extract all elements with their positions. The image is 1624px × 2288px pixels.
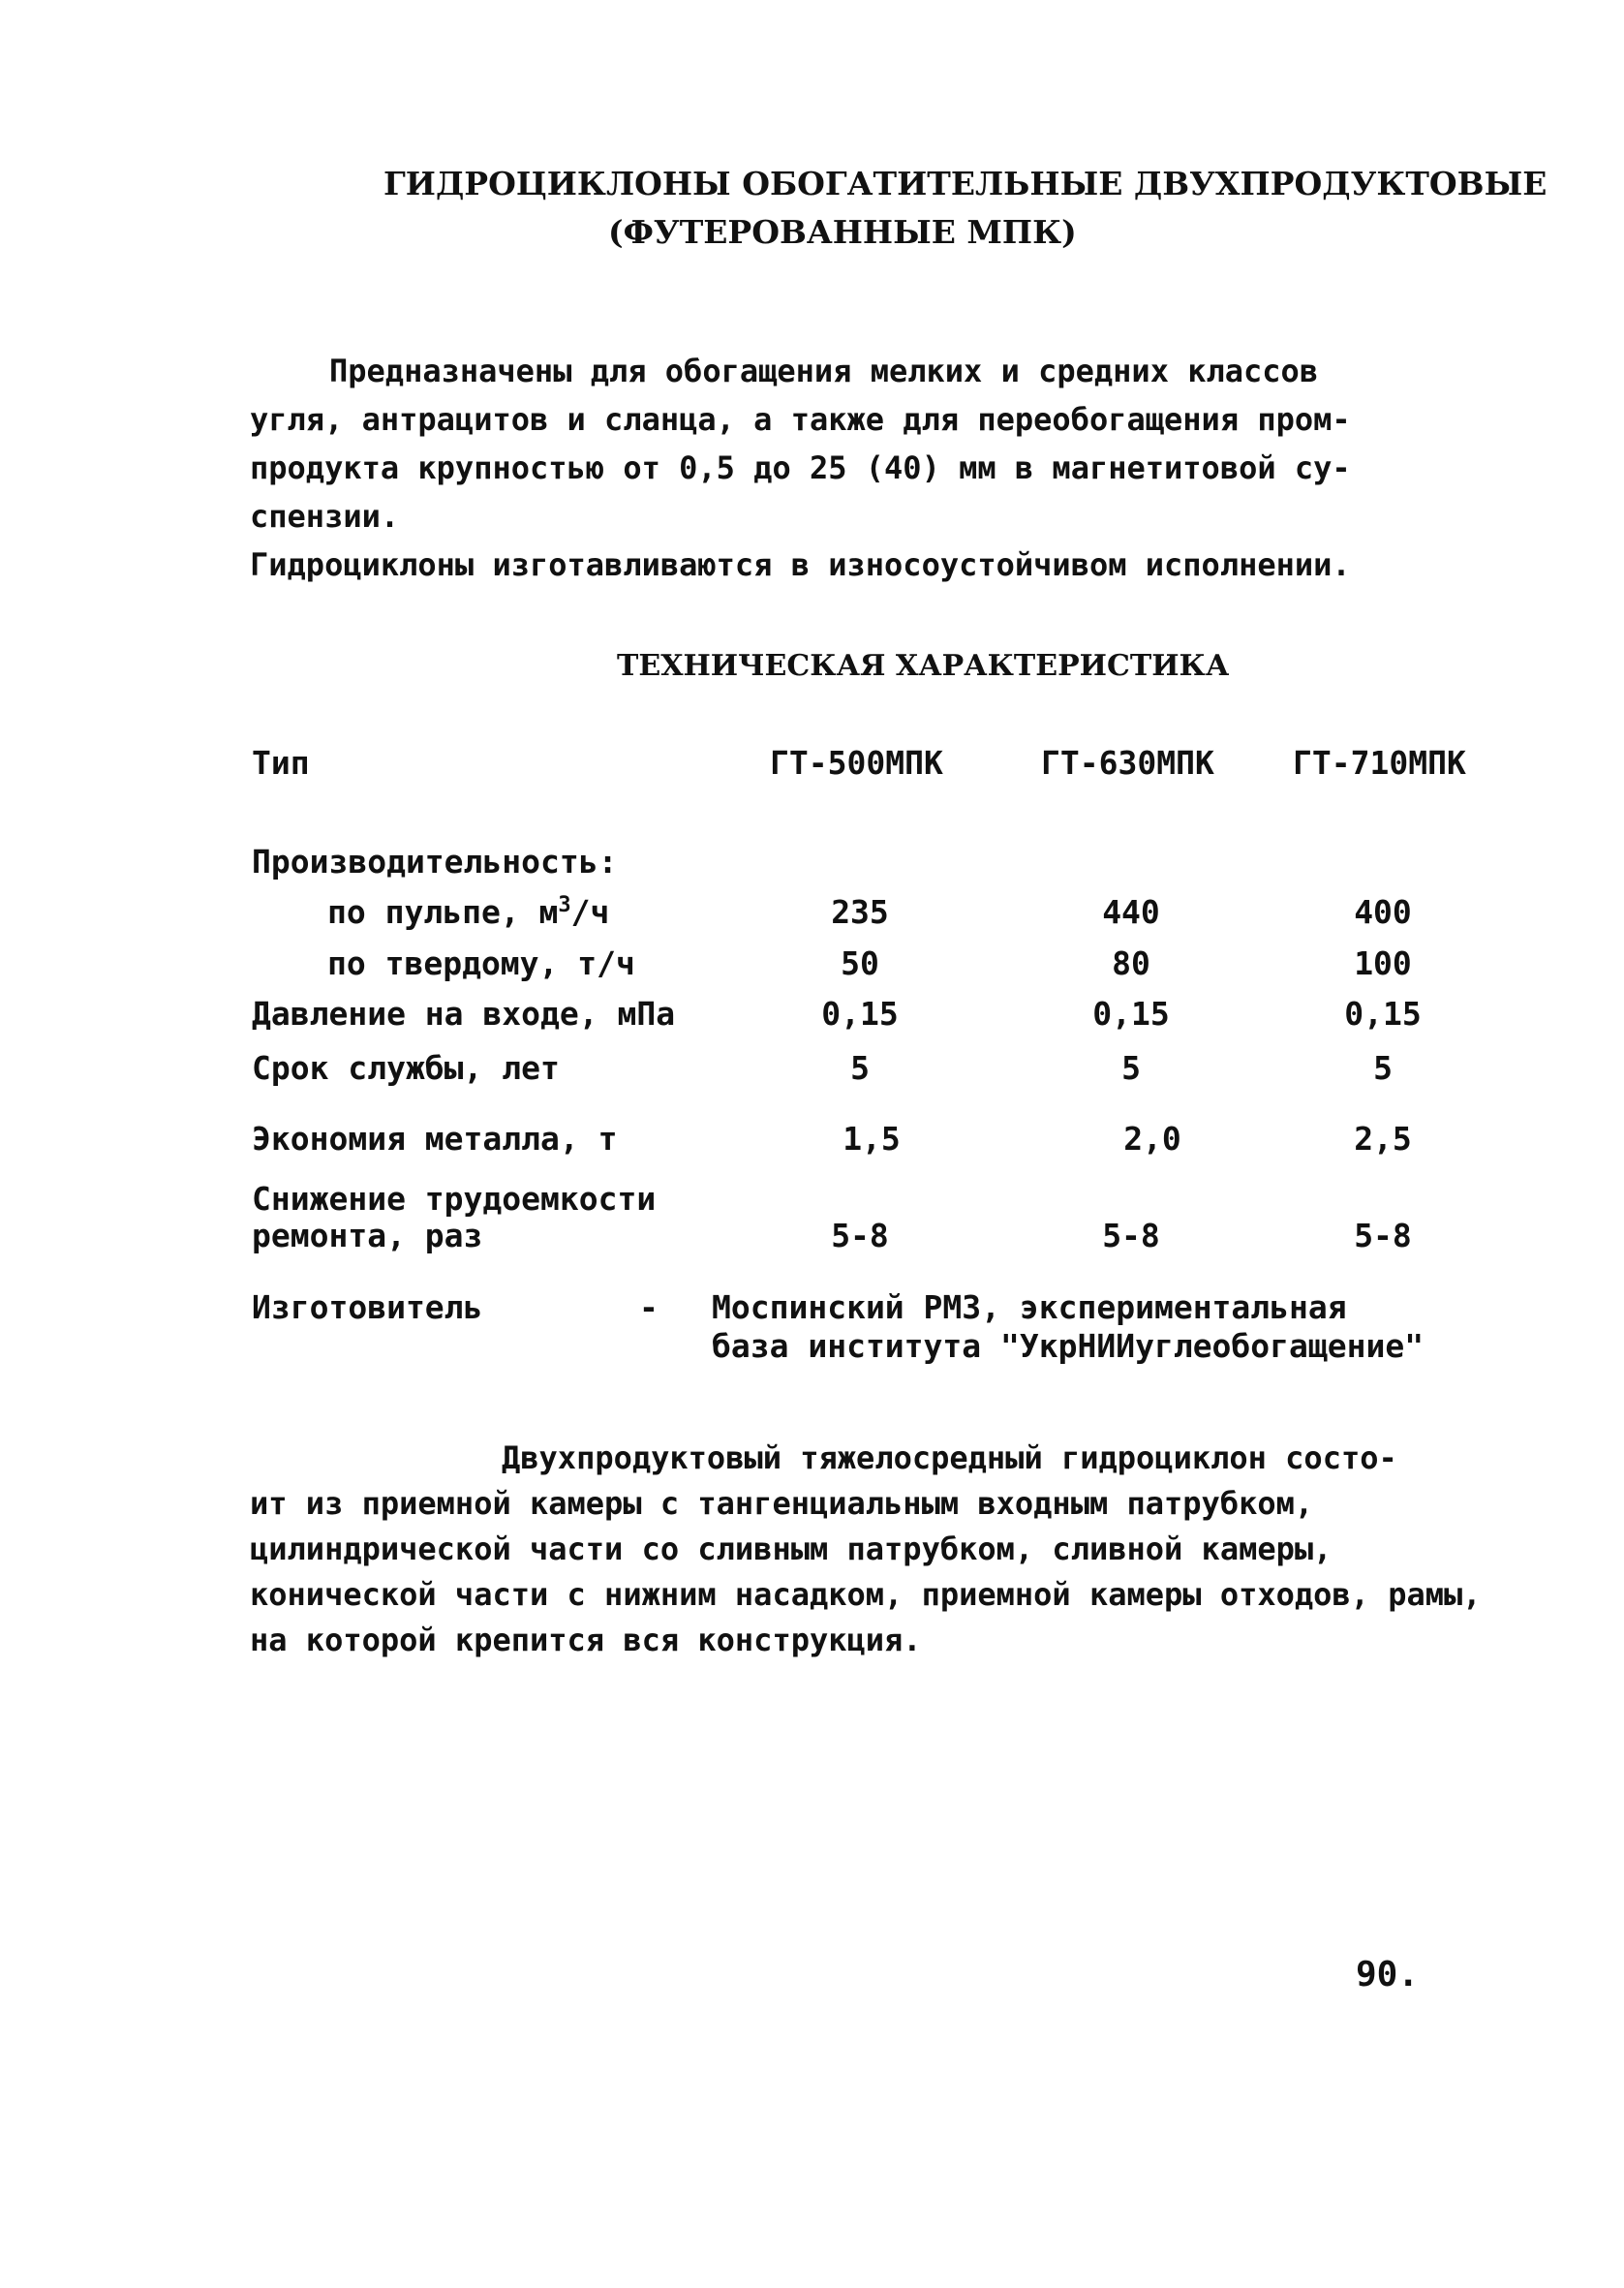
title-line-1: ГИДРОЦИКЛОНЫ ОБОГАТИТЕЛЬНЫЕ ДВУХПРОДУКТОВЫЕ: [383, 165, 1547, 202]
row-solid-value-3: 100: [1354, 944, 1412, 982]
row-service-life-value-2: 5: [1121, 1049, 1141, 1087]
model-2: ГТ-630МПК: [1041, 744, 1214, 782]
row-service-life-label: Срок службы, лет: [252, 1049, 560, 1087]
row-solid-label: по твердому, т/ч: [327, 944, 635, 982]
intro-line-3: продукта крупностью от 0,5 до 25 (40) мм в магнетитовой су-: [250, 449, 1351, 486]
row-labor-value-2: 5-8: [1102, 1217, 1160, 1254]
row-labor-value-1: 5-8: [831, 1217, 889, 1254]
row-pressure-label: Давление на входе, мПа: [252, 995, 676, 1033]
description-line-5: на которой крепится вся конструкция.: [250, 1622, 922, 1658]
row-service-life-value-3: 5: [1373, 1049, 1393, 1087]
intro-line-2: угля, антрацитов и сланца, а также для переобогащения пром-: [250, 401, 1351, 438]
type-label: Тип: [252, 744, 310, 782]
title-line-2: (ФУТЕРОВАННЫЕ МПК): [608, 213, 1077, 251]
description-line-4: конической части с нижним насадком, приемной камеры отходов, рамы,: [250, 1576, 1482, 1613]
description-line-2: ит из приемной камеры с тангенциальным входным патрубком,: [250, 1485, 1314, 1522]
row-service-life-value-1: 5: [850, 1049, 870, 1087]
row-pressure-value-1: 0,15: [821, 995, 899, 1033]
row-metal-saving-label: Экономия металла, т: [252, 1120, 618, 1158]
description-line-3: цилиндрической части со сливным патрубком, сливной камеры,: [250, 1530, 1333, 1567]
description-line-1: Двухпродуктовый тяжелосредный гидроциклон состо-: [502, 1439, 1397, 1476]
row-labor-value-3: 5-8: [1354, 1217, 1412, 1254]
intro-line-5: Гидроциклоны изготавливаются в износоустойчивом исполнении.: [250, 546, 1351, 583]
row-pulp-value-3: 400: [1354, 893, 1412, 931]
row-pulp-label-suffix: /ч: [570, 893, 610, 931]
manufacturer-line-2: база института "УкрНИИуглеобогащение": [712, 1327, 1425, 1365]
manufacturer-line-1: Моспинский РМЗ, экспериментальная: [712, 1288, 1347, 1326]
row-pulp-label-sup: 3: [558, 893, 571, 917]
row-metal-saving-value-1: 1,5: [843, 1120, 901, 1158]
row-pressure-value-3: 0,15: [1344, 995, 1422, 1033]
manufacturer-dash: -: [639, 1288, 659, 1326]
model-3: ГТ-710МПК: [1293, 744, 1466, 782]
row-pulp-value-2: 440: [1102, 893, 1160, 931]
intro-line-1: Предназначены для обогащения мелких и средних классов: [329, 353, 1319, 389]
row-metal-saving-value-2: 2,0: [1123, 1120, 1181, 1158]
row-labor-label-2: ремонта, раз: [252, 1217, 483, 1254]
row-pulp-value-1: 235: [831, 893, 889, 931]
productivity-label: Производительность:: [252, 843, 618, 881]
row-solid-value-2: 80: [1112, 944, 1150, 982]
spec-heading: ТЕХНИЧЕСКАЯ ХАРАКТЕРИСТИКА: [617, 649, 1230, 683]
model-1: ГТ-500МПК: [770, 744, 943, 782]
row-metal-saving-value-3: 2,5: [1354, 1120, 1412, 1158]
row-pulp-label: [327, 893, 609, 931]
manufacturer-label: Изготовитель: [252, 1288, 483, 1326]
intro-line-4: спензии.: [250, 498, 400, 535]
row-labor-label-1: Снижение трудоемкости: [252, 1180, 657, 1218]
row-pressure-value-2: 0,15: [1092, 995, 1170, 1033]
row-solid-value-1: 50: [841, 944, 879, 982]
row-pulp-label-text: по пульпе, м: [327, 893, 559, 931]
page-number: 90.: [1356, 1955, 1420, 1994]
